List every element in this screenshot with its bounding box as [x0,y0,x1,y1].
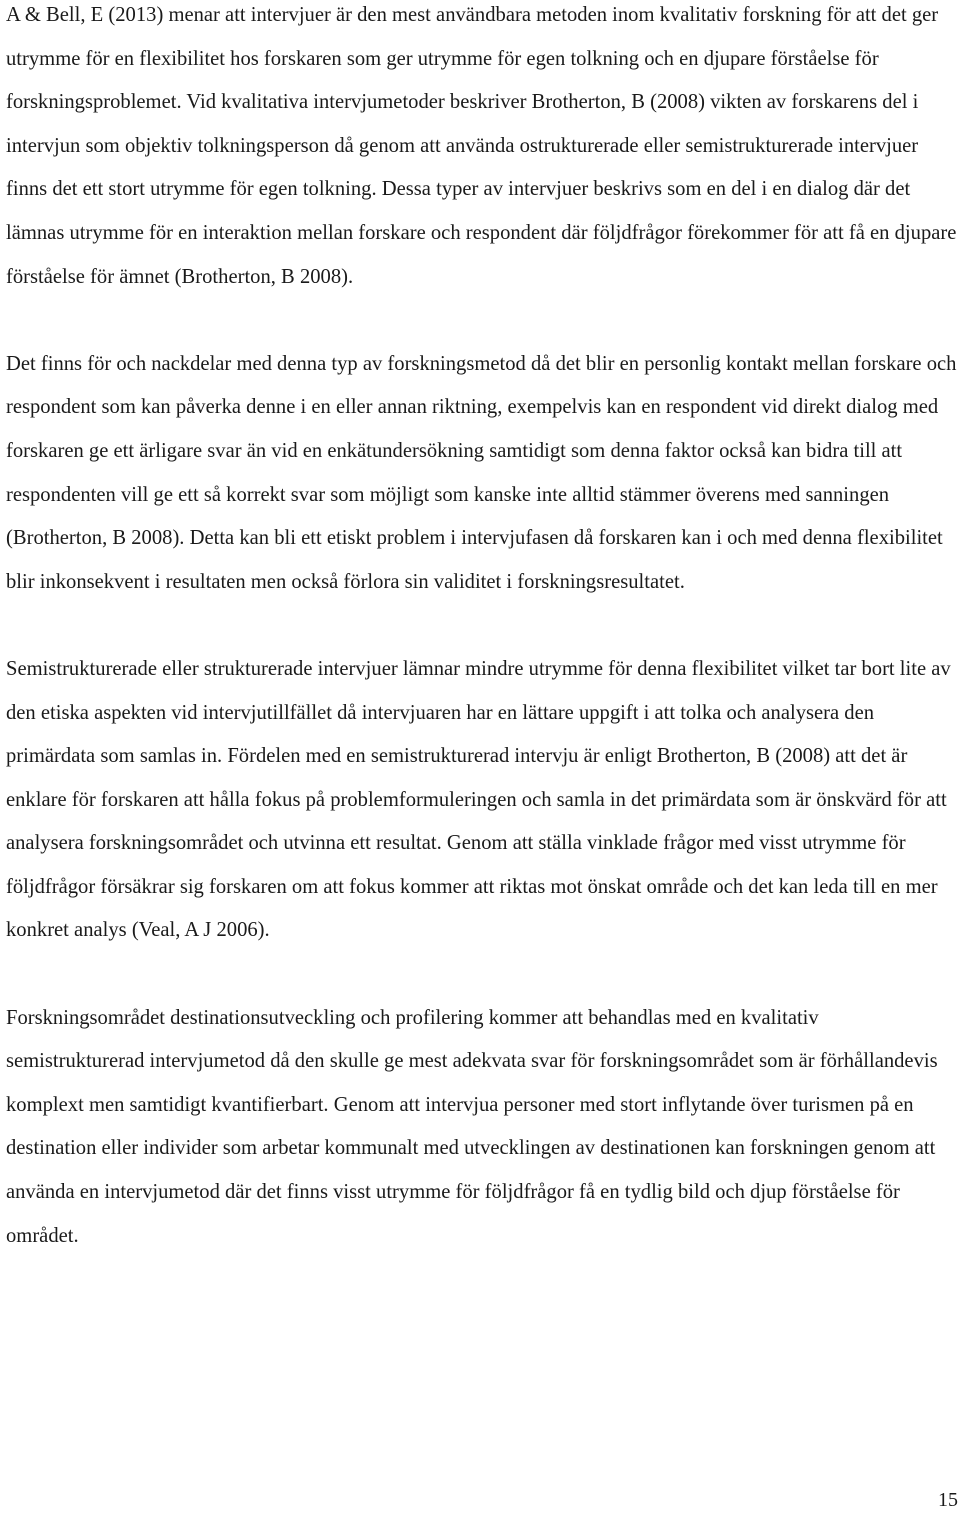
paragraph-4: Forskningsområdet destinationsutveckling och profilering kommer att behandlas med en kvalitativ semistrukturerad intervjumetod då den skulle ge mest adekvata svar för forskningsområdet som är förhållandevis komplext men samtidigt kvantifierbart. Genom att intervjua personer med stort inflytande över turismen på en destination eller individer som arbetar kommunalt med utvecklingen av destinationen kan forskningen genom att använda en intervjumetod där det finns visst utrymme för följdfrågor få en tydlig bild och djup förståelse för området. [6,1006,938,1247]
paragraph-3: Semistrukturerade eller strukturerade intervjuer lämnar mindre utrymme för denna flexibilitet vilket tar bort lite av den etiska aspekten vid intervjutillfället då intervjuaren har en lättare uppgift i att tolka och analysera den primärdata som samlas in. Fördelen med en semistrukturerad intervju är enligt Brotherton, B (2008) att det är enklare för forskaren att hålla fokus på problemformuleringen och samla in det primärdata som är önskvärd för att analysera forskningsområdet och utvinna ett resultat. Genom att ställa vinklade frågor med visst utrymme för följdfrågor försäkrar sig forskaren om att fokus kommer att riktas mot önskat område och det kan leda till en mer konkret analys (Veal, A J 2006). [6,657,951,942]
document-page [6,0,959,1258]
page-number: 15 [938,1489,958,1511]
paragraph-1: A & Bell, E (2013) menar att intervjuer är den mest användbara metoden inom kvalitativ forskning för att det ger utrymme för en flexibilitet hos forskaren som ger utrymme för egen tolkning och en djupare förståelse för forskningsproblemet. Vid kvalitativa intervjumetoder beskriver Brotherton, B (2008) vikten av forskarens del i intervjun som objektiv tolkningsperson då genom att använda ostrukturerade eller semistrukturerade intervjuer finns det ett stort utrymme för egen tolkning. Dessa typer av intervjuer beskrivs som en del i en dialog där det lämnas utrymme för en interaktion mellan forskare och respondent där följdfrågor förekommer för att få en djupare förståelse för ämnet (Brotherton, B 2008). [6,4,957,288]
paragraph-2: Det finns för och nackdelar med denna typ av forskningsmetod då det blir en personlig kontakt mellan forskare och respondent som kan påverka denne i en eller annan riktning, exempelvis kan en respondent vid direkt dialog med forskaren ge ett ärligare svar än vid en enkätundersökning samtidigt som denna faktor också kan bidra till att respondenten vill ge ett så korrekt svar som möjligt som kanske inte alltid stämmer överens med sanningen (Brotherton, B 2008). Detta kan bli ett etiskt problem i intervjufasen då forskaren kan i och med denna flexibilitet blir inkonsekvent i resultaten men också förlora sin validitet i forskningsresultatet. [6,352,957,593]
